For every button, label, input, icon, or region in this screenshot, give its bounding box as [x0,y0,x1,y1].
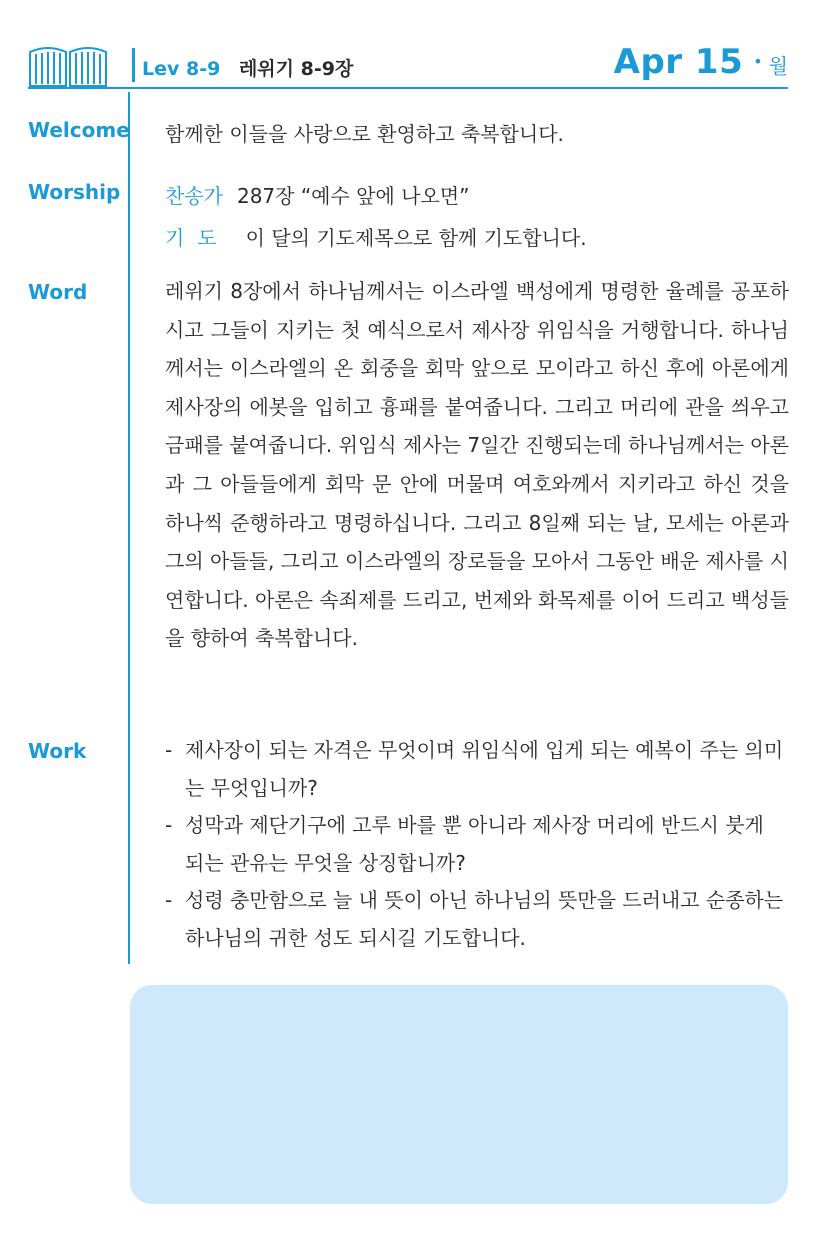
passage-ref: Lev 8-9 [142,58,221,80]
date-block [614,42,788,82]
word-label: Word [28,280,88,304]
page-header [28,38,788,88]
weekday: 월 [768,54,788,78]
hymn-key: 찬송가 [165,184,223,208]
prayer-text: 이 달의 기도제목으로 함께 기도합니다. [245,226,587,250]
work-label: Work [28,739,87,763]
work-item: - 성막과 제단기구에 고루 바를 뿐 아니라 제사장 머리에 반드시 붓게 되는 관유는 무엇을 상징합니까? [165,813,764,875]
word-text: 레위기 8장에서 하나님께서는 이스라엘 백성에게 명령한 율례를 공포하시고 그들이 지키는 첫 예식으로서 제사장 위임식을 거행합니다. 하나님께서는 이스라엘의 온 회중을 회막 앞으로 모이라고 하신 후에 아론에게 제사장의 에봇을 입히고 흉패를 붙여줍니다. 그리고 머리에 관을 씌우고 금패를 붙여줍니다. 위임식 제사는 7일간 진행되는데 하나님께서는 아론과 그 아들들에게 회막 문 안에 머물며 여호와께서 지키라고 하신 것을 하나씩 준행하라고 명령하십니다. 그리고 8일째 되는 날, 모세는 아론과 그의 아들들, 그리고 이스라엘의 장로들을 모아서 그동안 배운 제사를 시연합니다. 아론은 속죄제를 드리고, 번제와 화목제를 이어 드리고 백성들을 향하여 축복합니다. [165,279,789,651]
work-list [165,732,789,957]
worship-label: Worship [28,180,121,204]
work-item: - 성령 충만함으로 늘 내 뜻이 아닌 하나님의 뜻만을 드러내고 순종하는 하나님의 귀한 성도 되시길 기도합니다. [165,888,784,950]
prayer-row [165,222,789,251]
worship-block [165,180,789,251]
passage-title [142,54,353,81]
hymn-row [165,180,789,222]
welcome-label: Welcome [28,118,130,142]
welcome-text: 함께한 이들을 사랑으로 환영하고 축복합니다. [165,122,564,146]
work-block [165,732,789,957]
passage-korean: 레위기 8-9장 [238,58,354,80]
open-book-icon [28,40,108,88]
work-item: - 제사장이 되는 자격은 무엇이며 위임식에 입게 되는 예복이 주는 의미는 무엇입니까? [165,738,784,800]
hymn-text: 287장 “예수 앞에 나오면” [236,184,470,208]
header-rule [28,87,788,89]
label-divider [128,92,130,964]
date-bullet: • [753,52,763,71]
date: Apr 15 [613,42,744,82]
header-divider [132,48,135,82]
notes-box [130,985,788,1204]
prayer-key: 기도 [165,226,230,250]
